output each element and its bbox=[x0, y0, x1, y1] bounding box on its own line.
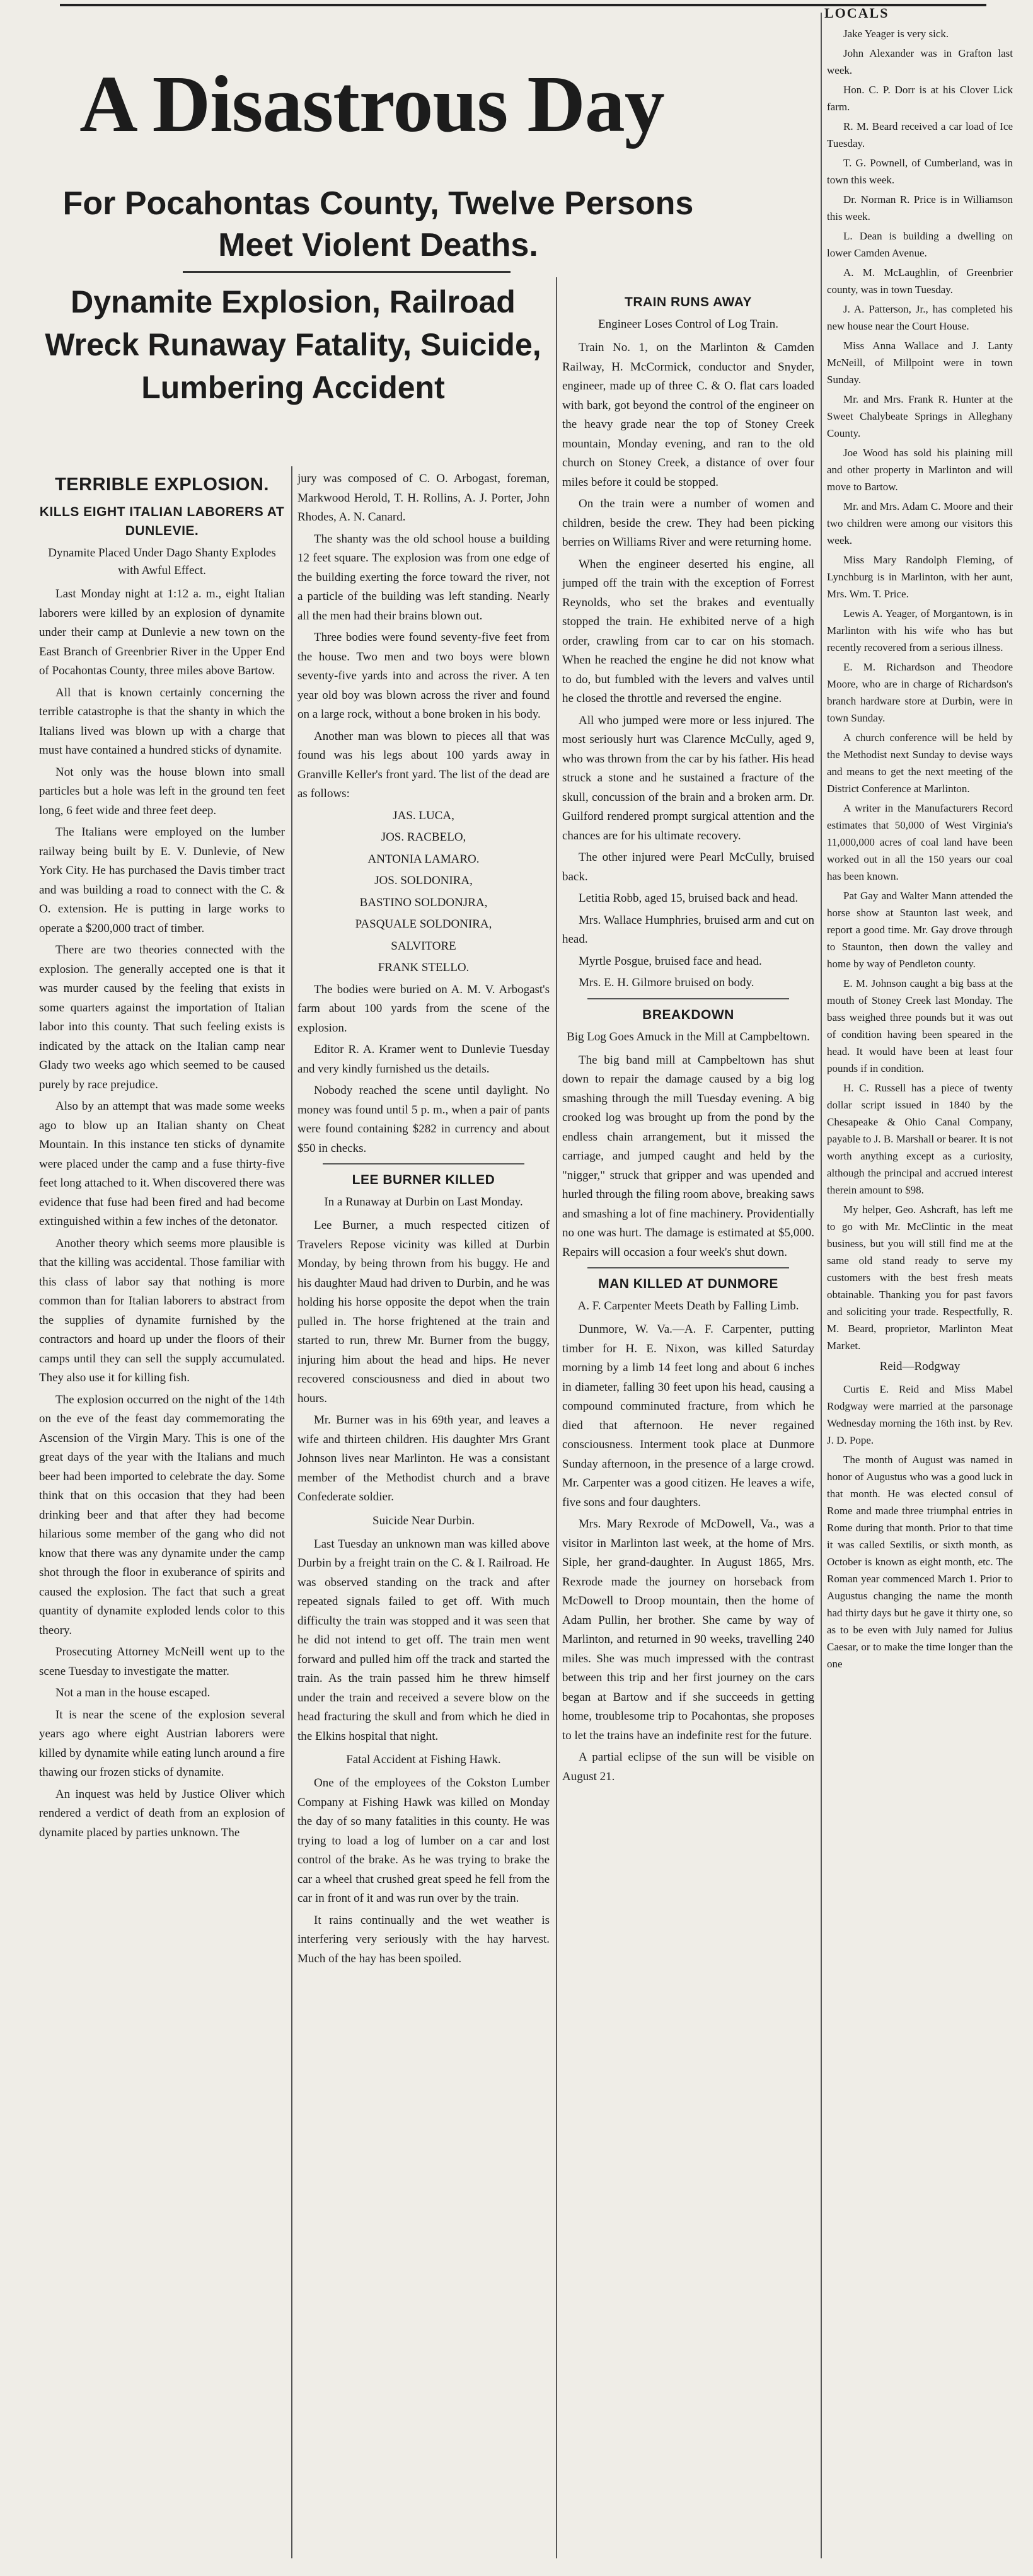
train-title: TRAIN RUNS AWAY bbox=[625, 295, 752, 309]
fishing-title: Fatal Accident at Fishing Hawk. bbox=[346, 1753, 501, 1766]
explosion-title: TERRIBLE EXPLOSION. bbox=[55, 474, 269, 495]
dead-name: BASTINO SOLDONJRA, bbox=[359, 895, 488, 909]
column-separator bbox=[821, 13, 822, 2558]
column-train bbox=[562, 287, 814, 1789]
paragraph: Nobody reached the scene until daylight. No money was found until 5 p. m., when a pair of pants were found containing $282 in currency and about $50 in checks. bbox=[297, 1084, 550, 1155]
train-sub: Engineer Loses Control of Log Train. bbox=[597, 318, 779, 331]
column-separator bbox=[291, 466, 292, 2558]
wedding-title: Reid—Rodgway bbox=[879, 1360, 961, 1373]
paragraph: Curtis E. Reid and Miss Mabel Rodgway were married at the parsonage Wednesday morning the 16th inst. by Rev. J. D. Pope. bbox=[827, 1383, 1013, 1446]
local-item: T. G. Pownell, of Cumberland, was in town this week. bbox=[827, 157, 1013, 186]
paragraph: It rains continually and the wet weather is interfering very seriously with the hay harvest. Much of the hay has been spoiled. bbox=[297, 1913, 550, 1965]
section-divider bbox=[587, 998, 789, 999]
local-item: L. Dean is building a dwelling on lower Camden Avenue. bbox=[827, 230, 1013, 259]
breakdown-sub: Big Log Goes Amuck in the Mill at Campbeltown. bbox=[567, 1030, 810, 1044]
paragraph: The shanty was the old school house a building 12 feet square. The explosion was from one edge of the building exerting the force toward the river, not a particle of the building was left standing. Nearly all the men had their brains blown out. bbox=[297, 532, 550, 623]
local-item: Mr. and Mrs. Frank R. Hunter at the Sweet Chalybeate Springs in Alleghany County. bbox=[827, 393, 1013, 439]
column-separator bbox=[556, 277, 557, 2558]
paragraph: When the engineer deserted his engine, all jumped off the train with the exception of Forrest Reynolds, who set the brakes and eventually stopped the train. He exhibited nerve of a high order, crawling from car to car on his stomach. When he reached the engine he did not know what to do, but fumbled with the levers and valves until he closed the throttle and reversed the engine. bbox=[562, 557, 814, 705]
burner-title: LEE BURNER KILLED bbox=[352, 1173, 495, 1187]
headline-divider bbox=[183, 271, 511, 273]
paragraph: Another theory which seems more plausible is that the killing was accidental. Those familiar with this class of labor say that nothing is more common than for Italian laborers to abstract from the supplies of dynamite furnished by the contractors and hoard up under the floors of their camps until they can sell the supply accumulated. They also use it for killing fish. bbox=[39, 1236, 285, 1384]
dead-name: JOS. SOLDONIRA, bbox=[374, 874, 473, 887]
paragraph: jury was composed of C. O. Arbogast, foreman, Markwood Herold, T. H. Rollins, A. J. Porter, John Rhodes, A. N. Canard. bbox=[297, 472, 550, 524]
paragraph: A partial eclipse of the sun will be visible on August 21. bbox=[562, 1751, 814, 1783]
dead-name: FRANK STELLO. bbox=[378, 961, 470, 974]
local-item: Hon. C. P. Dorr is at his Clover Lick farm. bbox=[827, 84, 1013, 113]
local-item: A. M. McLaughlin, of Greenbrier county, was in town Tuesday. bbox=[827, 267, 1013, 296]
local-item: J. A. Patterson, Jr., has completed his new house near the Court House. bbox=[827, 303, 1013, 332]
column-explosion-2 bbox=[297, 469, 550, 1971]
paragraph: Mrs. Wallace Humphries, bruised arm and cut on head. bbox=[562, 913, 814, 946]
paragraph: Mr. Burner was in his 69th year, and leaves a wife and thirteen children. His daughter Mrs Grant Johnson lives near Marlinton. He was a consistant member of the Methodist church and a brave Confederate soldier. bbox=[297, 1413, 550, 1504]
locals-label: LOCALS bbox=[824, 5, 889, 21]
paragraph: Last Monday night at 1:12 a. m., eight Italian laborers were killed by an explosion of dynamite under their camp at Dunlevie a new town on the East Branch of Greenbrier River in the Upper End of Pocahontas County, three miles above Bartow. bbox=[39, 587, 285, 677]
column-locals bbox=[827, 25, 1013, 1675]
local-item: E. M. Johnson caught a big bass at the mouth of Stoney Creek last Monday. The bass weighed three pounds but it was out of condition having been speared in the head. It would have been at least four pounds if in condition. bbox=[827, 977, 1013, 1074]
paragraph: The big band mill at Campbeltown has shut down to repair the damage caused by a big log smashing through the mill Tuesday evening. A big crooked log was brought up from the pond by the endless chain arrangement, but it missed the carriage, and jumped caught and held by the "nigger," struck that gripper and was upended and hurled through the filing room above, breaking saws and smashing a lot of fine machinery. Providentially no one was hurt. The damage is estimated at $5,000. Repairs will occasion a four week's shut down. bbox=[562, 1053, 814, 1259]
paragraph: One of the employees of the Cokston Lumber Company at Fishing Hawk was killed on Monday the day of so many fatalities in this county. He was trying to load a log of lumber on a car and lost control of the brake. As he was trying to brake the car a wheel that crushed great speed he fell from the car in front of it and was run over by the train. bbox=[297, 1776, 550, 1905]
local-item: Lewis A. Yeager, of Morgantown, is in Marlinton with his wife who has but recently recovered from a serious illness. bbox=[827, 607, 1013, 653]
local-item: Jake Yeager is very sick. bbox=[843, 28, 949, 40]
paragraph: The Italians were employed on the lumber railway being built by E. V. Dunlevie, of New York City. He has purchased the Davis timber tract and was building a road to connect with the C. & O. extension. He is putting in large works to operate a $200,000 tract of timber. bbox=[39, 825, 285, 935]
paragraph: Another man was blown to pieces all that was found was his legs about 100 yards away in Granville Keller's front yard. The list of the dead are as follows: bbox=[297, 729, 550, 800]
paragraph: Three bodies were found seventy-five feet from the house. Two men and two boys were blown seventy-five yards into and across the river. A ten year old boy was blown across the river and found on a large rock, without a bone broken in his body. bbox=[297, 631, 550, 721]
paragraph: There are two theories connected with the explosion. The generally accepted one is that it was murder caused by the feeling that exists in some quarters against the importation of Italian labor into this county. That such feeling exists is indicated by the attack on the Italian camp near Glady two weeks ago which seemed to be caused purely by race prejudice. bbox=[39, 943, 285, 1091]
paragraph: The other injured were Pearl McCully, bruised back. bbox=[562, 851, 814, 883]
deck-headline: Dynamite Explosion, Railroad Wreck Runaway Fatality, Suicide, Lumbering Accident bbox=[45, 284, 541, 405]
dead-name: PASQUALE SOLDONIRA, bbox=[355, 917, 492, 931]
dead-name: SALVITORE bbox=[391, 939, 456, 953]
paragraph: The month of August was named in honor of Augustus who was a good luck in that month. He was elected consul of Rome and made three triumphal entries in Rome during that month. Prior to that time it was called Sextilis, or sixth month, as October is known as eight month, etc. The Roman year commenced March 1. Prior to Augustus changing the name the month had thirty days but he gave it thirty one, so as to be even with July named for Julius Caesar, or to make the time longer than the one bbox=[827, 1454, 1013, 1670]
paragraph: On the train were a number of women and children, beside the crew. They had been picking berries on Williams River and were returning home. bbox=[562, 497, 814, 549]
local-item: A writer in the Manufacturers Record estimates that 50,000 of West Virginia's 11,000,000 acres of coal land have been worked out in all the 150 years our coal has been known. bbox=[827, 802, 1013, 882]
paragraph: Letitia Robb, aged 15, bruised back and head. bbox=[579, 892, 799, 905]
dead-name: JAS. LUCA, bbox=[393, 808, 454, 822]
local-item: Miss Mary Randolph Fleming, of Lynchburg is in Marlinton, with her aunt, Mrs. Wm. T. Price. bbox=[827, 554, 1013, 600]
paragraph: Train No. 1, on the Marlinton & Camden Railway, H. McCormick, conductor and Snyder, engineer, made up of three C. & O. flat cars loaded with bark, got beyond the control of the engineer on the heavy grade near the top of Stoney Creek mountain, Monday evening, and ran to the old church on Stoney Creek, a distance of over four miles before it could be stopped. bbox=[562, 341, 814, 489]
paragraph: Dunmore, W. Va.—A. F. Carpenter, putting timber for H. E. Nixon, was killed Saturday morning by a limb 14 feet long and about 6 inches in diameter, falling 30 feet upon his head, causing a compound comminuted fracture, from which he died that afternoon. He never regained consciousness. Interment took place at Dunmore Sunday afternoon, in the presence of a large crowd. Mr. Carpenter was a good citizen. He leaves a wife, five sons and four daughters. bbox=[562, 1323, 814, 1509]
paragraph: It is near the scene of the explosion several years ago where eight Austrian laborers were killed by dynamite while eating lunch around a fire thawing our frozen sticks of dynamite. bbox=[39, 1708, 285, 1779]
dunmore-sub: A. F. Carpenter Meets Death by Falling Limb. bbox=[577, 1299, 799, 1313]
local-item: R. M. Beard received a car load of Ice Tuesday. bbox=[827, 120, 1013, 149]
paragraph: Also by an attempt that was made some weeks ago to blow up an Italian shanty on Cheat Mountain. In this instance ten sticks of dynamite were placed under the camp and a fuse thirty-five feet long attached to it. When discovered there was evidence that fuse had been fired and had become extinguished within a few inches of the detonator. bbox=[39, 1100, 285, 1228]
paragraph: Prosecuting Attorney McNeill went up to the scene Tuesday to investigate the matter. bbox=[39, 1645, 285, 1678]
local-item: Dr. Norman R. Price is in Williamson this week. bbox=[827, 193, 1013, 222]
paragraph: The explosion occurred on the night of the 14th on the eve of the feast day commemorating the Ascension of the Virgin Mary. This is one of the great days of the year with the Italians and much beer had been imported to celebrate the day. Some think that on this occasion that they had been drinking beer and that after they had become hilarious some member of the gang who did not know that there was any dynamite under the camp shot through the floor in exuberance of spirits and caused the explosion. The fact that such a great quantity of dynamite exploded lends color to this theory. bbox=[39, 1393, 285, 1637]
paragraph: All that is known certainly concerning the terrible catastrophe is that the shanty in which the Italians lived was blown up with a charge that must have contained a hundred sticks of dynamite. bbox=[39, 686, 285, 757]
paragraph: Editor R. A. Kramer went to Dunlevie Tuesday and very kindly furnished us the details. bbox=[297, 1043, 550, 1076]
paragraph: Last Tuesday an unknown man was killed above Durbin by a freight train on the C. & I. Railroad. He was observed standing on the track and after repeated signals failed to get off. With much difficulty the train was stopped and it was seen that he did not intend to get off. The train men went forward and pulled him off the track and started the train. As the train passed him he threw himself under the train and received a severe blow on the head fracturing the skull and from which he died in the Elkins hospital that night. bbox=[297, 1537, 550, 1743]
paragraph: Myrtle Posgue, bruised face and head. bbox=[579, 954, 762, 968]
dead-name: JOS. RACBELO, bbox=[381, 831, 466, 844]
local-item: Miss Anna Wallace and J. Lanty McNeill, of Millpoint were in town Sunday. bbox=[827, 340, 1013, 386]
burner-sub: In a Runaway at Durbin on Last Monday. bbox=[324, 1195, 523, 1209]
main-headline: A Disastrous Day bbox=[79, 59, 664, 149]
paragraph: Not a man in the house escaped. bbox=[55, 1686, 211, 1699]
paragraph: An inquest was held by Justice Oliver which rendered a verdict of death from an explosion of dynamite placed by parties unknown. The bbox=[39, 1787, 285, 1839]
section-divider bbox=[587, 1267, 789, 1268]
paragraph: The bodies were buried on A. M. V. Arbogast's farm about 100 yards from the scene of the explosion. bbox=[297, 982, 550, 1035]
paragraph: Mrs. E. H. Gilmore bruised on body. bbox=[579, 976, 754, 989]
explosion-kicker: KILLS EIGHT ITALIAN LABORERS AT DUNLEVIE. bbox=[39, 505, 285, 538]
paragraph: Mrs. Mary Rexrode of McDowell, Va., was a visitor in Marlinton last week, at the home of Mrs. Siple, her grand-daughter. In August 1865, Mrs. Rexrode made the journey on horseback from McDowell to Droop mountain, then the home of Adam Pullin, her brother. She came by way of Marlinton, and returned in 90 weeks, travelling 240 miles. She was much impressed with the contrast between this trip and her first journey on the cars began at Bartow and if she succeeds in getting home, troublesome trip to Pocahontas, she proposes to let the trains have an indefinite rest for the future. bbox=[562, 1517, 814, 1742]
subheadline: For Pocahontas County, Twelve Persons Meet Violent Deaths. bbox=[62, 185, 694, 263]
dead-name: ANTONIA LAMARO. bbox=[367, 852, 480, 866]
local-item: Mr. and Mrs. Adam C. Moore and their two children were among our visitors this week. bbox=[827, 500, 1013, 546]
local-item: A church conference will be held by the Methodist next Sunday to devise ways and means to get the next meeting of the District Conference at Marlinton. bbox=[827, 732, 1013, 795]
dunmore-title: MAN KILLED AT DUNMORE bbox=[598, 1277, 778, 1291]
local-item: Pat Gay and Walter Mann attended the horse show at Staunton last week, and report a good time. Mr. Gay drove through to Staunton, then down the valley and home by way of Pendleton county. bbox=[827, 890, 1013, 970]
local-item: E. M. Richardson and Theodore Moore, who are in charge of Richardson's branch hardware store at Durbin, were in town Sunday. bbox=[827, 661, 1013, 724]
local-item: My helper, Geo. Ashcraft, has left me to go with Mr. McClintic in the meat business, but you will still find me at the same old stand ready to serve my customers with the best fresh meats obtainable. Thanking you for past favors and soliciting your trade. Respectfully, R. M. Beard, proprietor, Marlinton Meat Market. bbox=[827, 1204, 1013, 1352]
breakdown-title: BREAKDOWN bbox=[642, 1007, 734, 1022]
explosion-subkicker: Dynamite Placed Under Dago Shanty Explodes with Awful Effect. bbox=[48, 546, 276, 577]
local-item: Joe Wood has sold his plaining mill and other property in Marlinton and will move to Bartow. bbox=[827, 447, 1013, 493]
local-item: H. C. Russell has a piece of twenty dollar script issued in 1840 by the Chesapeake & Ohio Canal Company, payable to J. B. Marshall or bearer. It is not worth anything except as a curiosity, although the principal and accrued interest therein amount to $98. bbox=[827, 1082, 1013, 1196]
section-divider bbox=[323, 1163, 524, 1164]
suicide-title: Suicide Near Durbin. bbox=[372, 1514, 475, 1527]
paragraph: All who jumped were more or less injured. The most seriously hurt was Clarence McCully, aged 9, who was thrown from the car by his father. His head struck a stone and he sustained a fracture of the skull, concussion of the brain and a broken arm. Dr. Guilford rendered prompt surgical attention and the chances are for his ultimate recovery. bbox=[562, 713, 814, 842]
local-item: John Alexander was in Grafton last week. bbox=[827, 47, 1013, 76]
paragraph: Lee Burner, a much respected citizen of Travelers Repose vicinity was killed at Durbin Monday, by being thrown from his buggy. He and his daughter Maud had driven to Durbin, and he was holding his horse opposite the depot when the train pulled in. The horse frightened at the train and started to run, threw Mr. Burner from the buggy, injuring him about the head and hips. He never recovered consciousness and died in about two hours. bbox=[297, 1219, 550, 1405]
paragraph: Not only was the house blown into small particles but a hole was left in the ground ten feet long, 6 feet wide and three feet deep. bbox=[39, 765, 285, 817]
column-explosion-1 bbox=[39, 466, 285, 1845]
